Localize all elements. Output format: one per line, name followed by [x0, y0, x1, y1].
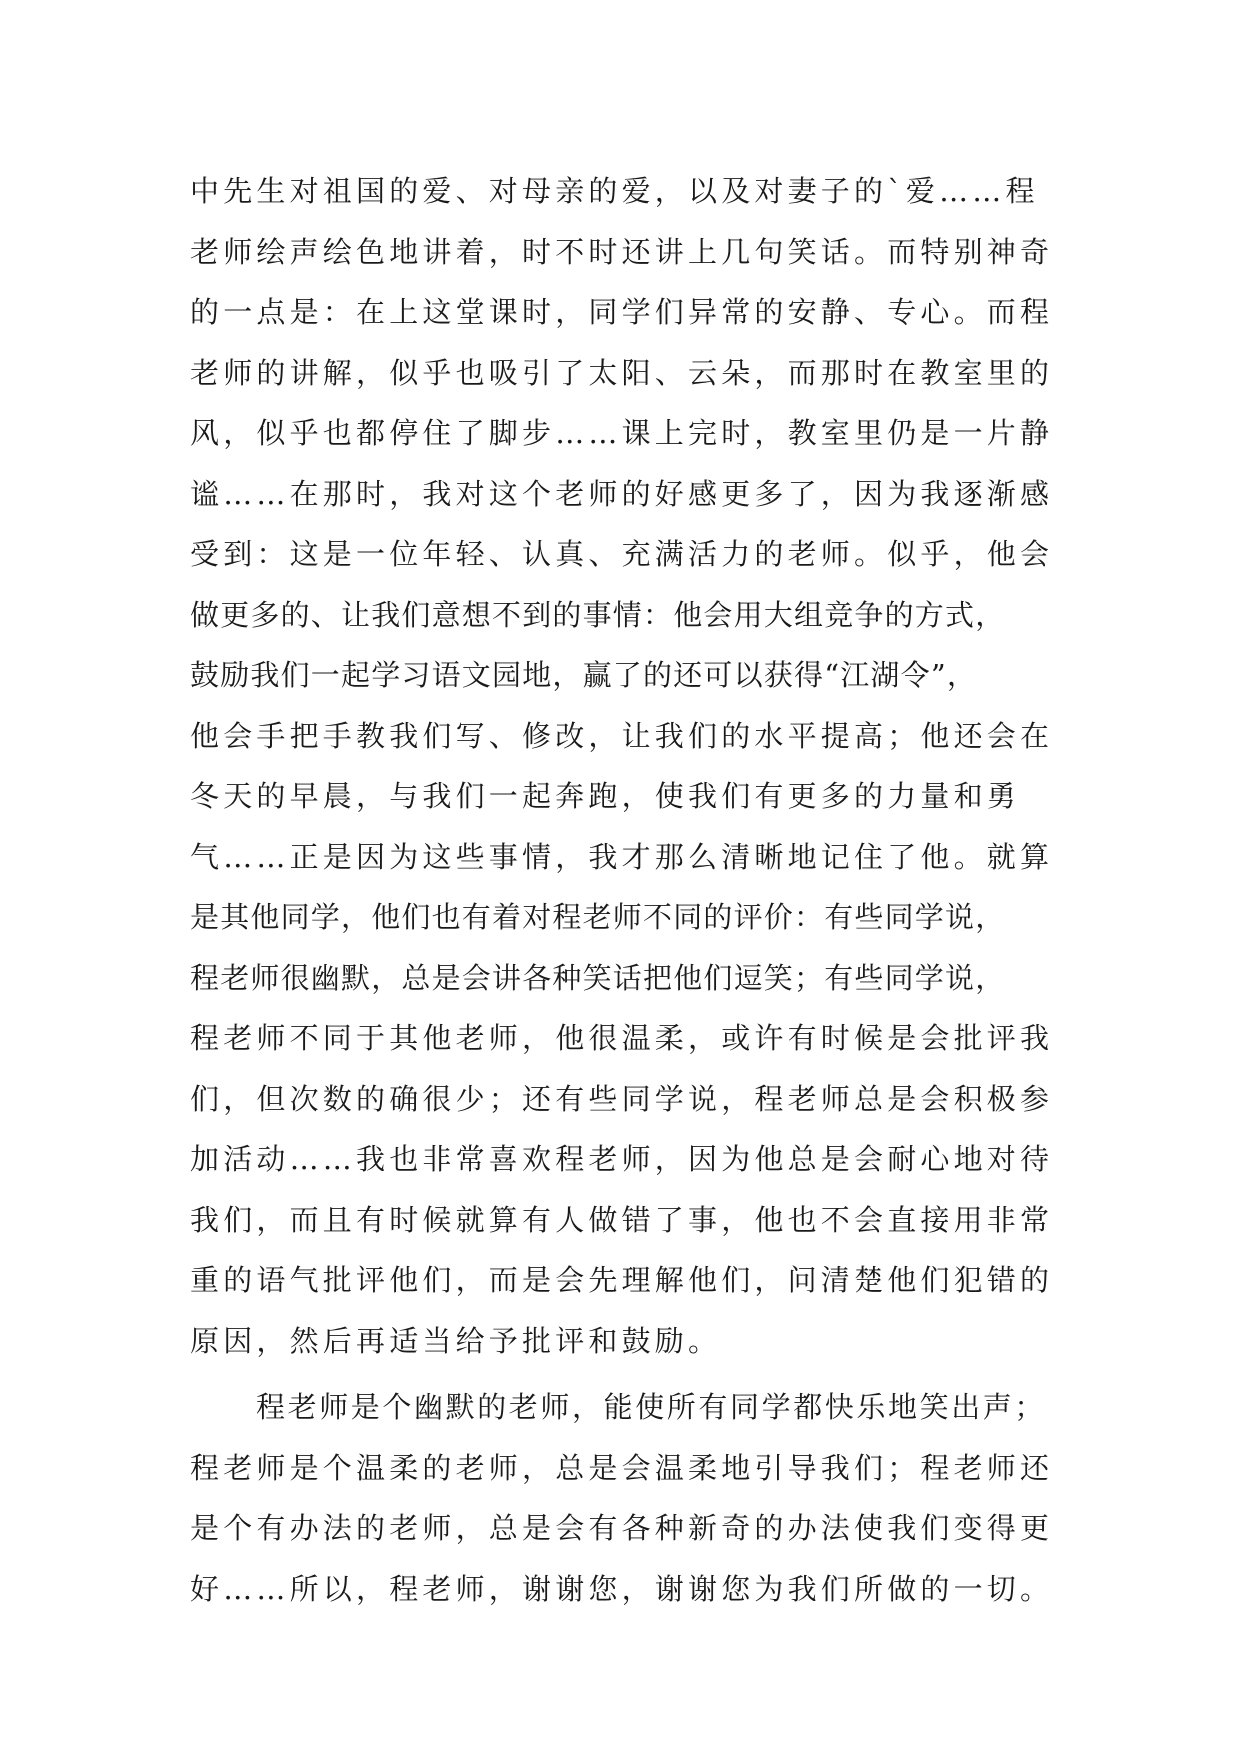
text-line: 风，似乎也都停住了脚步……课上完时，教室里仍是一片静	[190, 416, 1054, 450]
text-line: 老师的讲解，似乎也吸引了太阳、云朵，而那时在教室里的	[190, 355, 1054, 390]
paragraph-2	[190, 1377, 1070, 1619]
text-line: 好……所以，程老师，谢谢您，谢谢您为我们所做的一切。	[190, 1571, 1054, 1606]
text-line: 冬天的早晨，与我们一起奔跑，使我们有更多的力量和勇	[190, 779, 1021, 813]
text-line: 我们，而且有时候就算有人做错了事，他也不会直接用非常	[190, 1202, 1054, 1237]
text-line: 程老师不同于其他老师，他很温柔，或许有时候是会批评我	[190, 1021, 1054, 1055]
text-line: 们，但次数的确很少；还有些同学说，程老师总是会积极参	[190, 1081, 1054, 1116]
text-line: 老师绘声绘色地讲着，时不时还讲上几句笑话。而特别神奇	[190, 234, 1054, 269]
text-line: 程老师是个温柔的老师，总是会温柔地引导我们；程老师还	[190, 1450, 1054, 1485]
text-line: 气……正是因为这些事情，我才那么清晰地记住了他。就算	[190, 839, 1054, 874]
text-line: 是个有办法的老师，总是会有各种新奇的办法使我们变得更	[190, 1511, 1054, 1545]
text-line: 做更多的、让我们意想不到的事情：他会用大组竞争的方式，	[190, 597, 1006, 632]
text-line: 是其他同学，他们也有着对程老师不同的评价：有些同学说，	[190, 900, 1006, 934]
text-line: 中先生对祖国的爱、对母亲的爱，以及对妻子的`爱……程	[190, 174, 1039, 208]
text-line: 的一点是：在上这堂课时，同学们异常的安静、专心。而程	[190, 295, 1054, 329]
text-line: 重的语气批评他们，而是会先理解他们，问清楚他们犯错的	[190, 1263, 1054, 1297]
text-line: 原因，然后再适当给予批评和鼓励。	[190, 1323, 722, 1358]
text-line: 鼓励我们一起学习语文园地，赢了的还可以获得“江湖令”，	[190, 658, 978, 692]
text-line: 他会手把手教我们写、修改，让我们的水平提高；他还会在	[190, 718, 1054, 753]
text-line: 受到：这是一位年轻、认真、充满活力的老师。似乎，他会	[190, 537, 1054, 571]
paragraph-1	[190, 161, 1070, 1371]
text-line: 谧……在那时，我对这个老师的好感更多了，因为我逐渐感	[190, 476, 1054, 511]
text-line: 程老师是个幽默的老师，能使所有同学都快乐地笑出声；	[256, 1390, 1047, 1424]
document-body	[190, 161, 1070, 1619]
text-line: 程老师很幽默，总是会讲各种笑话把他们逗笑；有些同学说，	[190, 960, 1006, 995]
text-line: 加活动……我也非常喜欢程老师，因为他总是会耐心地对待	[190, 1142, 1054, 1176]
